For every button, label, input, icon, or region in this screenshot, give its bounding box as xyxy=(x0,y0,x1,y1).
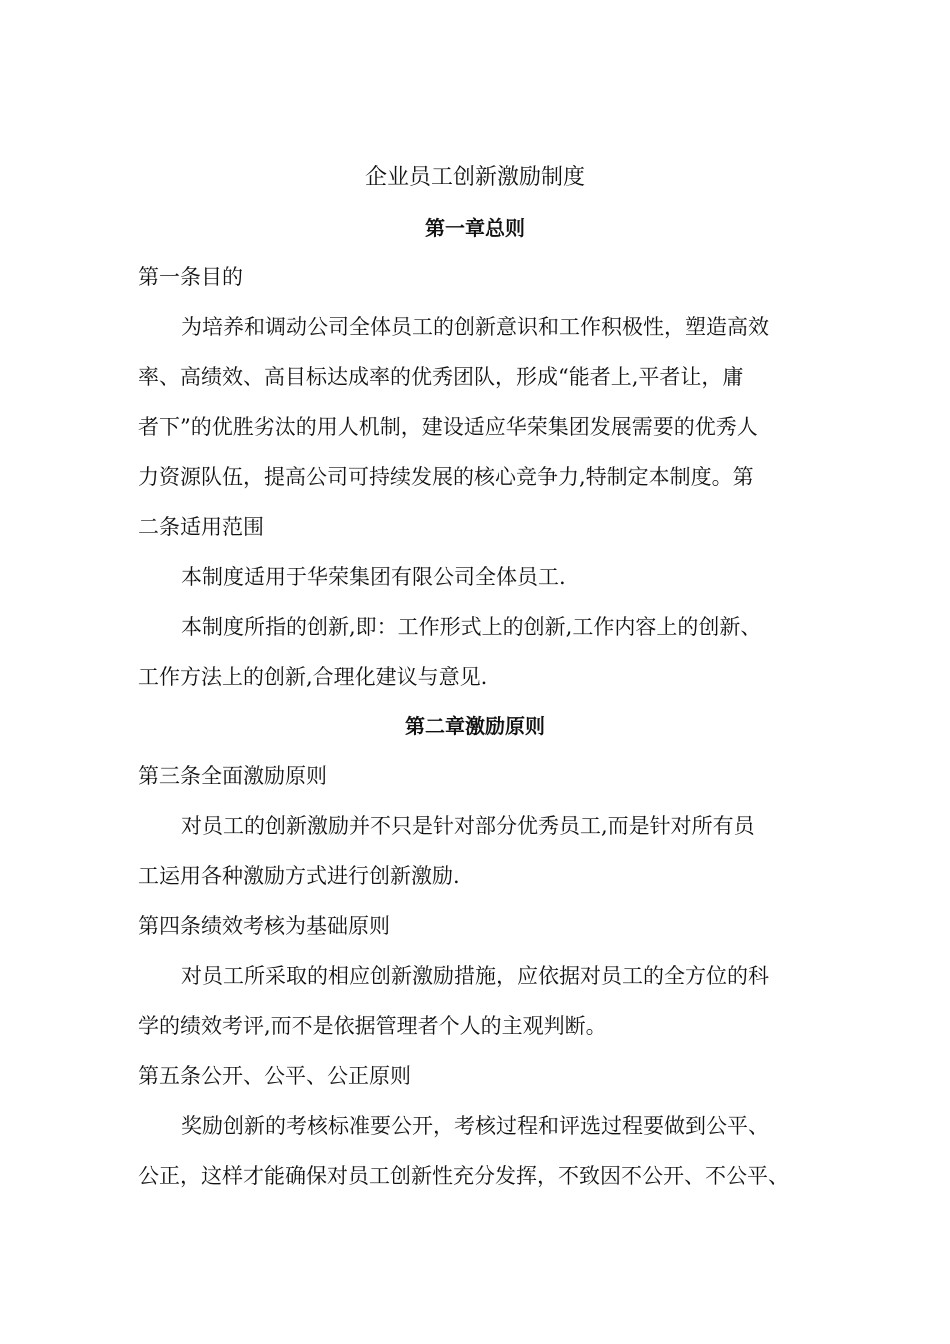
paragraph-1-line-2: 率、高绩效、高目标达成率的优秀团队，形成“能者上,平者让，庸 xyxy=(138,365,744,389)
paragraph-3-line-2: 工作方法上的创新,合理化建议与意见. xyxy=(138,665,488,689)
paragraph-6-line-2: 公正，这样才能确保对员工创新性充分发挥，不致因不公开、不公平、 xyxy=(138,1164,789,1188)
article-3-label: 第三条全面激励原则 xyxy=(138,764,327,788)
paragraph-1-line-3: 者下”的优胜劣汰的用人机制，建设适应华荣集团发展需要的优秀人 xyxy=(138,415,758,439)
article-1-label: 第一条目的 xyxy=(138,265,243,289)
paragraph-1-line-5: 二条适用范围 xyxy=(138,515,264,539)
paragraph-1-line-1: 为培养和调动公司全体员工的创新意识和工作积极性，塑造高效 xyxy=(181,315,769,339)
paragraph-4-line-2: 工运用各种激励方式进行创新激励. xyxy=(138,864,460,888)
chapter-1-heading: 第一章总则 xyxy=(425,216,525,240)
paragraph-3-line-1: 本制度所指的创新,即：工作形式上的创新,工作内容上的创新、 xyxy=(181,615,762,639)
chapter-2-heading: 第二章激励原则 xyxy=(405,714,545,738)
paragraph-5-line-2: 学的绩效考评,而不是依据管理者个人的主观判断。 xyxy=(138,1014,607,1038)
paragraph-4-line-1: 对员工的创新激励并不只是针对部分优秀员工,而是针对所有员 xyxy=(181,814,755,838)
article-5-label: 第五条公开、公平、公正原则 xyxy=(138,1064,411,1088)
paragraph-5-line-1: 对员工所采取的相应创新激励措施，应依据对员工的全方位的科 xyxy=(181,964,769,988)
paragraph-6-line-1: 奖励创新的考核标准要公开，考核过程和评选过程要做到公平、 xyxy=(181,1114,769,1138)
paragraph-1-line-4: 力资源队伍，提高公司可持续发展的核心竞争力,特制定本制度。第 xyxy=(138,465,754,489)
document-title: 企业员工创新激励制度 xyxy=(364,165,585,190)
article-4-label: 第四条绩效考核为基础原则 xyxy=(138,914,390,938)
paragraph-2-line-1: 本制度适用于华荣集团有限公司全体员工. xyxy=(181,565,566,589)
